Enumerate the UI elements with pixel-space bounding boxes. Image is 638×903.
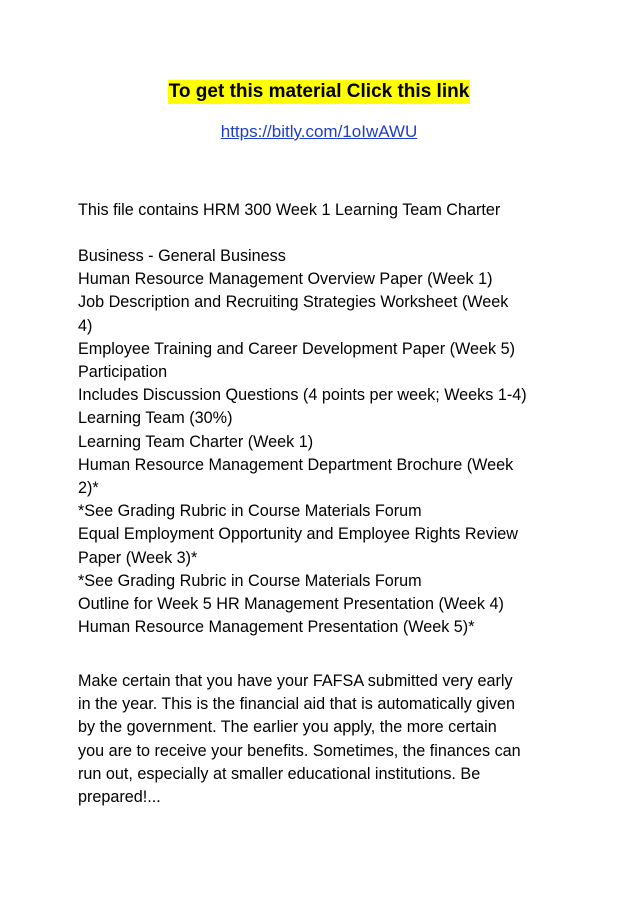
- intro-text: This file contains HRM 300 Week 1 Learning Team Charter: [78, 201, 501, 219]
- list-item: Human Resource Management Presentation (Week 5)*: [78, 618, 475, 637]
- title-row: [0, 80, 638, 104]
- list-item: Learning Team (30%): [78, 409, 233, 428]
- link-row: [0, 121, 638, 143]
- paragraph-line: Make certain that you have your FAFSA submitted very early: [78, 672, 513, 690]
- list-item: Business - General Business: [78, 247, 286, 265]
- list-item: Paper (Week 3)*: [78, 548, 198, 567]
- paragraph-line: you are to receive your benefits. Sometimes, the finances can: [78, 741, 521, 760]
- list-item: 4): [78, 316, 93, 335]
- list-item: *See Grading Rubric in Course Materials Forum: [78, 571, 422, 590]
- paragraph-line: run out, especially at smaller educational institutions. Be: [78, 764, 481, 783]
- intro-paragraph: [78, 199, 578, 222]
- list-item: Includes Discussion Questions (4 points per week; Weeks 1-4): [78, 386, 527, 405]
- page-title: To get this material Click this link: [168, 81, 470, 102]
- list-item: 2)*: [78, 479, 99, 498]
- paragraph-line: in the year. This is the financial aid that is automatically given: [78, 695, 515, 714]
- list-item: *See Grading Rubric in Course Materials Forum: [78, 502, 422, 521]
- list-item: Equal Employment Opportunity and Employee Rights Review: [78, 525, 518, 544]
- paragraph-line: by the government. The earlier you apply, the more certain: [78, 718, 497, 737]
- course-list: [78, 245, 578, 639]
- list-item: Human Resource Management Overview Paper (Week 1): [78, 270, 493, 289]
- paragraph-line: prepared!...: [78, 788, 161, 807]
- list-item: Employee Training and Career Development Paper (Week 5): [78, 339, 515, 358]
- material-link[interactable]: https://bitly.com/1oIwAWU: [220, 122, 418, 141]
- list-item: Learning Team Charter (Week 1): [78, 432, 314, 451]
- list-item: Job Description and Recruiting Strategies Worksheet (Week: [78, 293, 509, 312]
- closing-paragraph: [78, 670, 578, 809]
- list-item: Outline for Week 5 HR Management Presentation (Week 4): [78, 595, 504, 614]
- list-item: Human Resource Management Department Brochure (Week: [78, 455, 514, 474]
- list-item: Participation: [78, 363, 168, 382]
